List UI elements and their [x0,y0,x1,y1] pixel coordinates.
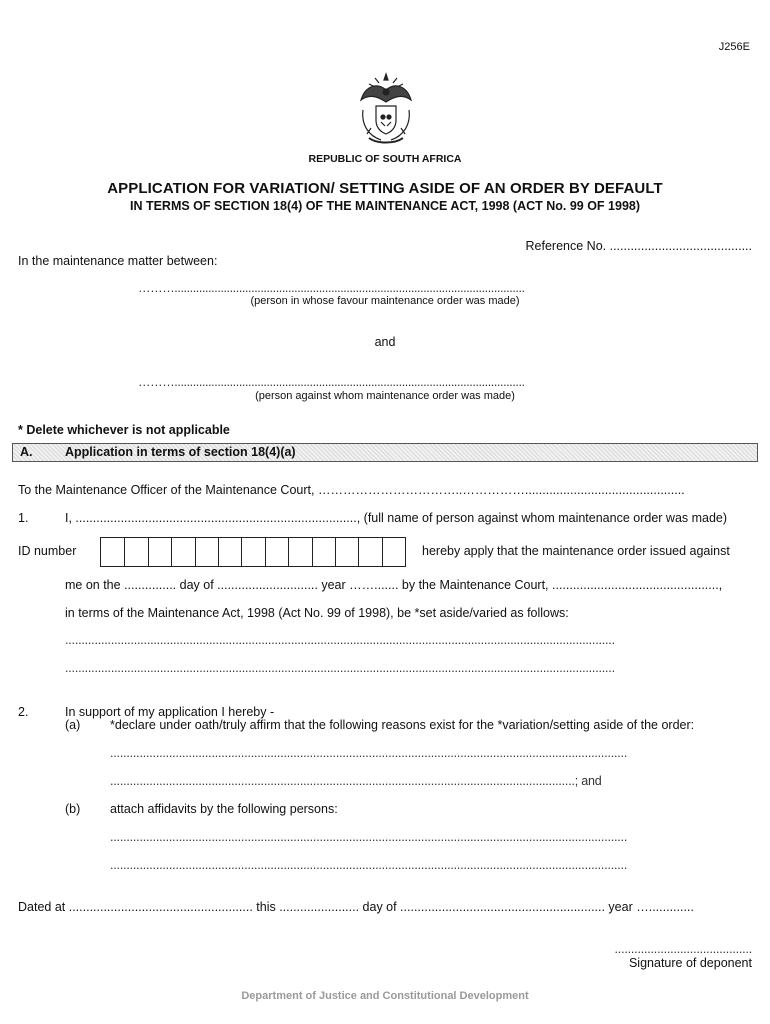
republic-heading: REPUBLIC OF SOUTH AFRICA [308,153,462,165]
id-digit-cell[interactable] [358,538,381,566]
id-number-label: ID number [18,544,77,558]
id-digit-cell[interactable] [312,538,335,566]
party2-caption: (person against whom maintenance order was made) [255,390,515,402]
party1-name-field[interactable]: ……….................................................................................................................. [138,281,525,295]
dated-at-field[interactable]: Dated at ..................................................... this ....................... day of ........................................................... year …............. [18,900,694,914]
id-digit-cell[interactable] [148,538,171,566]
variation-line-2[interactable]: ........................................................................................................................................................................ [65,661,615,675]
reference-number-field[interactable]: Reference No. ......................................... [525,239,752,253]
item-2a-marker: (a) [65,718,81,732]
section-a-letter: A. [20,445,33,459]
id-digit-cell[interactable] [335,538,358,566]
item-2-number: 2. [18,705,29,719]
id-digit-cell[interactable] [124,538,147,566]
variation-line-1[interactable]: ........................................................................................................................................................................ [65,633,615,647]
form-code: J256E [718,41,750,53]
id-digit-cell[interactable] [241,538,264,566]
signature-label: Signature of deponent [628,956,752,970]
matter-intro: In the maintenance matter between: [18,254,218,268]
form-title: APPLICATION FOR VARIATION/ SETTING ASIDE OF AN ORDER BY DEFAULT [107,180,663,197]
form-subtitle: IN TERMS OF SECTION 18(4) OF THE MAINTENANCE ACT, 1998 (ACT No. 99 OF 1998) [129,199,641,213]
party2-name-field[interactable]: ……….................................................................................................................. [138,375,525,389]
party1-caption: (person in whose favour maintenance order was made) [250,295,520,307]
id-digit-cell[interactable] [171,538,194,566]
apply-text: hereby apply that the maintenance order issued against [422,544,730,558]
item-2b-text: attach affidavits by the following persons: [110,802,338,816]
reasons-line-2[interactable]: ..............................................................................................................................................; and [110,774,602,788]
delete-note: * Delete whichever is not applicable [18,423,230,437]
item-1-number: 1. [18,511,29,525]
reasons-line-1[interactable]: .............................................................................................................................................................. [110,746,628,760]
affidavit-line-2[interactable]: .............................................................................................................................................................. [110,858,628,872]
id-digit-cell[interactable] [265,538,288,566]
item-2b-marker: (b) [65,802,81,816]
full-name-field[interactable]: I, ................................................................................., (full name of person against whom maintenance order was made) [65,511,728,525]
id-number-boxes[interactable] [100,537,406,567]
item-2-text: In support of my application I hereby - [65,705,275,719]
section-a-title: Application in terms of section 18(4)(a) [65,445,296,459]
id-digit-cell[interactable] [382,538,405,566]
item-2a-text: *declare under oath/truly affirm that the following reasons exist for the *variation/setting aside of the order: [110,718,695,732]
maintenance-court-field[interactable]: To the Maintenance Officer of the Maintenance Court, ……………………………..…………….............................................. [18,483,685,497]
department-footer: Department of Justice and Constitutional Development [241,990,529,1002]
id-digit-cell[interactable] [218,538,241,566]
signature-field[interactable]: .......................................... [614,942,752,956]
terms-of-text: in terms of the Maintenance Act, 1998 (Act No. 99 of 1998), be *set aside/varied as follows: [65,606,569,620]
id-digit-cell[interactable] [195,538,218,566]
order-date-court-field[interactable]: me on the ............... day of ............................. year ……....... by the Maintenance Court, ................................................, [65,578,723,592]
coat-of-arms-emblem [355,70,417,148]
and-separator: and [374,335,396,349]
id-digit-cell[interactable] [288,538,311,566]
affidavit-line-1[interactable]: .............................................................................................................................................................. [110,830,628,844]
id-digit-cell[interactable] [101,538,124,566]
